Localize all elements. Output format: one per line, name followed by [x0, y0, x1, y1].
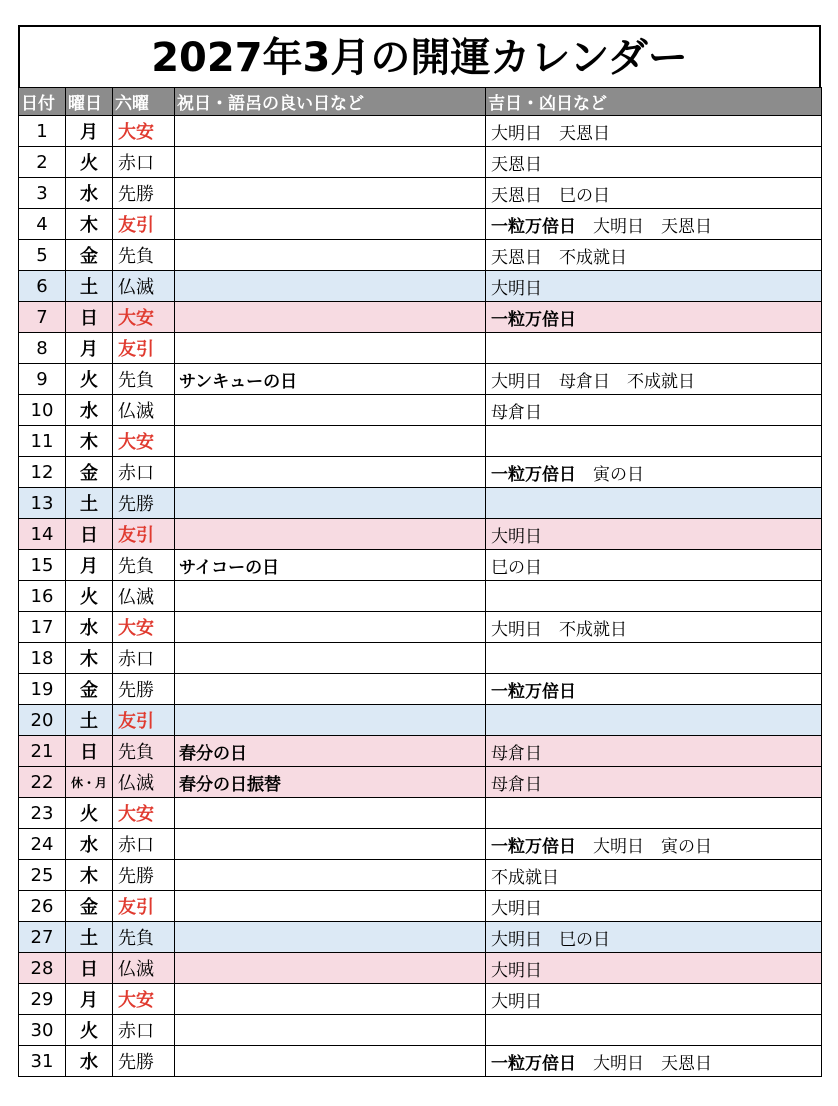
table-row	[19, 426, 822, 457]
lucky-cell	[486, 1046, 822, 1077]
weekday-cell: 火	[66, 1015, 113, 1046]
lucky-separator	[576, 465, 593, 485]
rokuyo-cell: 先負	[113, 240, 175, 271]
header-rokuyo: 六曜	[113, 88, 175, 116]
rokuyo-cell: 仏滅	[113, 953, 175, 984]
lucky-cell	[486, 271, 822, 302]
weekday-cell: 土	[66, 922, 113, 953]
lucky-bold-text: 一粒万倍日	[491, 681, 576, 702]
table-row	[19, 612, 822, 643]
lucky-text: 大明日 天恩日	[593, 1053, 712, 1074]
header-dow: 曜日	[66, 88, 113, 116]
lucky-text: 天恩日	[491, 154, 542, 175]
table-row	[19, 550, 822, 581]
lucky-separator	[576, 1054, 593, 1074]
lucky-text: 大明日 天恩日	[491, 123, 610, 144]
calendar-body	[19, 116, 822, 1077]
table-row	[19, 860, 822, 891]
holiday-cell	[175, 488, 486, 519]
day-cell: 10	[19, 395, 66, 426]
holiday-cell	[175, 829, 486, 860]
holiday-cell	[175, 643, 486, 674]
lucky-text: 不成就日	[491, 867, 559, 888]
lucky-cell	[486, 240, 822, 271]
table-row	[19, 488, 822, 519]
day-cell: 29	[19, 984, 66, 1015]
lucky-cell	[486, 953, 822, 984]
lucky-bold-text: 一粒万倍日	[491, 309, 576, 330]
weekday-cell: 火	[66, 581, 113, 612]
rokuyo-cell: 先負	[113, 550, 175, 581]
weekday-cell: 水	[66, 612, 113, 643]
rokuyo-cell: 友引	[113, 891, 175, 922]
weekday-cell: 月	[66, 333, 113, 364]
day-cell: 5	[19, 240, 66, 271]
lucky-cell	[486, 829, 822, 860]
holiday-cell	[175, 1015, 486, 1046]
weekday-cell: 休・月	[66, 767, 113, 798]
day-cell: 26	[19, 891, 66, 922]
weekday-cell: 火	[66, 147, 113, 178]
rokuyo-cell: 友引	[113, 705, 175, 736]
table-row	[19, 116, 822, 147]
holiday-cell	[175, 178, 486, 209]
lucky-bold-text: 一粒万倍日	[491, 836, 576, 857]
day-cell: 3	[19, 178, 66, 209]
holiday-cell	[175, 457, 486, 488]
table-row	[19, 395, 822, 426]
table-row	[19, 829, 822, 860]
rokuyo-cell: 赤口	[113, 147, 175, 178]
day-cell: 15	[19, 550, 66, 581]
day-cell: 22	[19, 767, 66, 798]
table-row	[19, 333, 822, 364]
lucky-text: 天恩日 不成就日	[491, 247, 627, 268]
lucky-bold-text: 一粒万倍日	[491, 1053, 576, 1074]
weekday-cell: 水	[66, 178, 113, 209]
rokuyo-cell: 赤口	[113, 829, 175, 860]
day-cell: 17	[19, 612, 66, 643]
lucky-cell	[486, 209, 822, 240]
lucky-cell	[486, 674, 822, 705]
lucky-cell	[486, 519, 822, 550]
holiday-cell	[175, 674, 486, 705]
rokuyo-cell: 仏滅	[113, 395, 175, 426]
holiday-cell	[175, 581, 486, 612]
day-cell: 23	[19, 798, 66, 829]
lucky-cell	[486, 426, 822, 457]
lucky-text: 母倉日	[491, 774, 542, 795]
rokuyo-cell: 友引	[113, 519, 175, 550]
rokuyo-cell: 仏滅	[113, 767, 175, 798]
lucky-cell	[486, 116, 822, 147]
weekday-cell: 金	[66, 674, 113, 705]
weekday-cell: 木	[66, 643, 113, 674]
table-row	[19, 705, 822, 736]
holiday-cell	[175, 209, 486, 240]
table-row	[19, 581, 822, 612]
lucky-text: 大明日 不成就日	[491, 619, 627, 640]
page-title: 2027年3月の開運カレンダー	[18, 25, 821, 87]
lucky-cell	[486, 550, 822, 581]
calendar-sheet	[18, 25, 821, 1077]
weekday-cell: 土	[66, 705, 113, 736]
day-cell: 31	[19, 1046, 66, 1077]
holiday-cell: サイコーの日	[175, 550, 486, 581]
rokuyo-cell: 先負	[113, 364, 175, 395]
day-cell: 12	[19, 457, 66, 488]
weekday-cell: 金	[66, 240, 113, 271]
header-day: 日付	[19, 88, 66, 116]
lucky-cell	[486, 643, 822, 674]
holiday-cell	[175, 147, 486, 178]
weekday-cell: 木	[66, 426, 113, 457]
table-row	[19, 364, 822, 395]
weekday-cell: 火	[66, 798, 113, 829]
lucky-cell	[486, 736, 822, 767]
rokuyo-cell: 赤口	[113, 1015, 175, 1046]
lucky-text: 母倉日	[491, 743, 542, 764]
holiday-cell	[175, 984, 486, 1015]
day-cell: 1	[19, 116, 66, 147]
weekday-cell: 水	[66, 395, 113, 426]
table-row	[19, 674, 822, 705]
rokuyo-cell: 赤口	[113, 643, 175, 674]
rokuyo-cell: 仏滅	[113, 271, 175, 302]
lucky-cell	[486, 333, 822, 364]
holiday-cell	[175, 953, 486, 984]
rokuyo-cell: 先勝	[113, 1046, 175, 1077]
weekday-cell: 日	[66, 953, 113, 984]
rokuyo-cell: 大安	[113, 426, 175, 457]
rokuyo-cell: 先負	[113, 736, 175, 767]
day-cell: 11	[19, 426, 66, 457]
rokuyo-cell: 友引	[113, 333, 175, 364]
lucky-cell	[486, 147, 822, 178]
lucky-text: 大明日	[491, 991, 542, 1012]
day-cell: 24	[19, 829, 66, 860]
lucky-cell	[486, 395, 822, 426]
holiday-cell	[175, 705, 486, 736]
table-row	[19, 271, 822, 302]
day-cell: 2	[19, 147, 66, 178]
table-row	[19, 209, 822, 240]
lucky-text: 大明日 巳の日	[491, 929, 610, 950]
lucky-cell	[486, 488, 822, 519]
weekday-cell: 月	[66, 550, 113, 581]
lucky-text: 母倉日	[491, 402, 542, 423]
day-cell: 13	[19, 488, 66, 519]
rokuyo-cell: 先勝	[113, 674, 175, 705]
day-cell: 28	[19, 953, 66, 984]
lucky-text: 大明日 母倉日 不成就日	[491, 371, 695, 392]
lucky-text: 巳の日	[491, 557, 542, 578]
calendar-table	[18, 87, 822, 1077]
lucky-bold-text: 一粒万倍日	[491, 464, 576, 485]
table-row	[19, 767, 822, 798]
lucky-cell	[486, 798, 822, 829]
day-cell: 25	[19, 860, 66, 891]
weekday-cell: 土	[66, 488, 113, 519]
holiday-cell	[175, 1046, 486, 1077]
day-cell: 20	[19, 705, 66, 736]
rokuyo-cell: 大安	[113, 612, 175, 643]
rokuyo-cell: 先勝	[113, 860, 175, 891]
weekday-cell: 火	[66, 364, 113, 395]
lucky-cell	[486, 767, 822, 798]
holiday-cell: 春分の日振替	[175, 767, 486, 798]
lucky-cell	[486, 581, 822, 612]
rokuyo-cell: 大安	[113, 116, 175, 147]
rokuyo-cell: 仏滅	[113, 581, 175, 612]
lucky-text: 大明日	[491, 960, 542, 981]
table-row	[19, 984, 822, 1015]
holiday-cell	[175, 798, 486, 829]
header-holiday: 祝日・語呂の良い日など	[175, 88, 486, 116]
table-row	[19, 457, 822, 488]
day-cell: 18	[19, 643, 66, 674]
holiday-cell	[175, 891, 486, 922]
holiday-cell: サンキューの日	[175, 364, 486, 395]
holiday-cell	[175, 922, 486, 953]
weekday-cell: 金	[66, 457, 113, 488]
table-row	[19, 302, 822, 333]
day-cell: 6	[19, 271, 66, 302]
weekday-cell: 日	[66, 519, 113, 550]
day-cell: 27	[19, 922, 66, 953]
holiday-cell	[175, 240, 486, 271]
table-row	[19, 953, 822, 984]
lucky-separator	[576, 217, 593, 237]
day-cell: 7	[19, 302, 66, 333]
lucky-cell	[486, 860, 822, 891]
holiday-cell	[175, 426, 486, 457]
day-cell: 14	[19, 519, 66, 550]
rokuyo-cell: 大安	[113, 302, 175, 333]
holiday-cell: 春分の日	[175, 736, 486, 767]
lucky-text: 大明日 天恩日	[593, 216, 712, 237]
day-cell: 30	[19, 1015, 66, 1046]
weekday-cell: 木	[66, 209, 113, 240]
lucky-text: 寅の日	[593, 464, 644, 485]
lucky-text: 大明日	[491, 526, 542, 547]
day-cell: 16	[19, 581, 66, 612]
lucky-text: 大明日 寅の日	[593, 836, 712, 857]
lucky-cell	[486, 1015, 822, 1046]
lucky-text: 天恩日 巳の日	[491, 185, 610, 206]
weekday-cell: 月	[66, 116, 113, 147]
lucky-cell	[486, 984, 822, 1015]
lucky-cell	[486, 891, 822, 922]
weekday-cell: 日	[66, 736, 113, 767]
table-row	[19, 798, 822, 829]
table-row	[19, 240, 822, 271]
rokuyo-cell: 先勝	[113, 488, 175, 519]
lucky-bold-text: 一粒万倍日	[491, 216, 576, 237]
day-cell: 8	[19, 333, 66, 364]
weekday-cell: 木	[66, 860, 113, 891]
rokuyo-cell: 先勝	[113, 178, 175, 209]
lucky-cell	[486, 612, 822, 643]
weekday-cell: 水	[66, 829, 113, 860]
table-row	[19, 519, 822, 550]
rokuyo-cell: 大安	[113, 984, 175, 1015]
table-row	[19, 147, 822, 178]
table-row	[19, 178, 822, 209]
holiday-cell	[175, 612, 486, 643]
table-row	[19, 643, 822, 674]
table-row	[19, 922, 822, 953]
lucky-cell	[486, 364, 822, 395]
day-cell: 4	[19, 209, 66, 240]
rokuyo-cell: 友引	[113, 209, 175, 240]
lucky-text: 大明日	[491, 278, 542, 299]
weekday-cell: 金	[66, 891, 113, 922]
rokuyo-cell: 先負	[113, 922, 175, 953]
lucky-separator	[576, 837, 593, 857]
holiday-cell	[175, 519, 486, 550]
lucky-text: 大明日	[491, 898, 542, 919]
holiday-cell	[175, 116, 486, 147]
header-row	[19, 88, 822, 116]
weekday-cell: 日	[66, 302, 113, 333]
lucky-cell	[486, 457, 822, 488]
weekday-cell: 月	[66, 984, 113, 1015]
holiday-cell	[175, 302, 486, 333]
table-row	[19, 891, 822, 922]
day-cell: 19	[19, 674, 66, 705]
holiday-cell	[175, 271, 486, 302]
table-row	[19, 1015, 822, 1046]
header-lucky: 吉日・凶日など	[486, 88, 822, 116]
holiday-cell	[175, 395, 486, 426]
weekday-cell: 水	[66, 1046, 113, 1077]
day-cell: 21	[19, 736, 66, 767]
lucky-cell	[486, 302, 822, 333]
lucky-cell	[486, 922, 822, 953]
rokuyo-cell: 大安	[113, 798, 175, 829]
lucky-cell	[486, 705, 822, 736]
rokuyo-cell: 赤口	[113, 457, 175, 488]
table-row	[19, 736, 822, 767]
holiday-cell	[175, 333, 486, 364]
holiday-cell	[175, 860, 486, 891]
weekday-cell: 土	[66, 271, 113, 302]
lucky-cell	[486, 178, 822, 209]
table-row	[19, 1046, 822, 1077]
day-cell: 9	[19, 364, 66, 395]
